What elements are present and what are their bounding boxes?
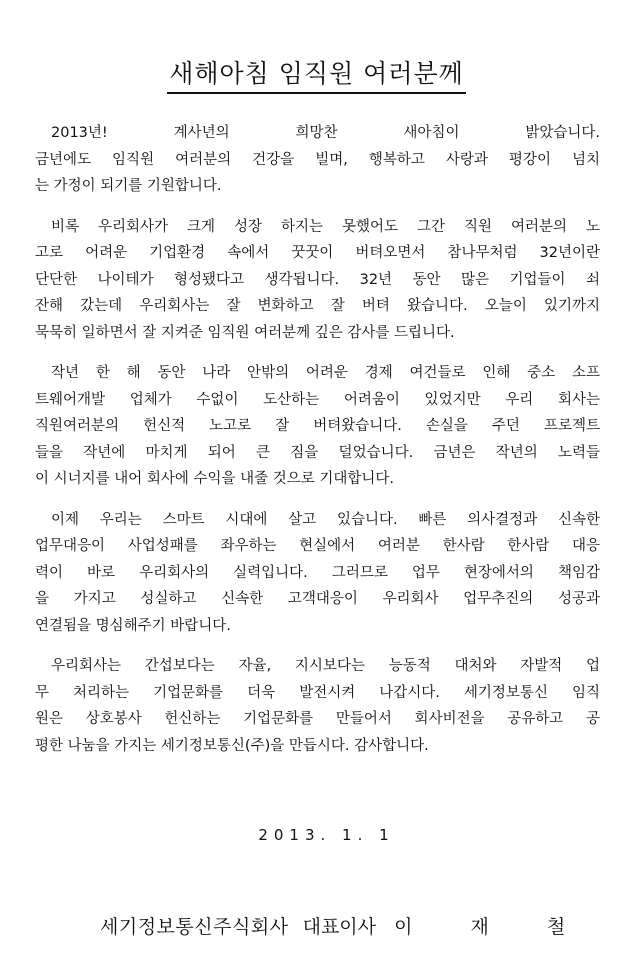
paragraph-line: 금년에도 임직원 여러분의 건강을 빌며, 행복하고 사랑과 평강이 넘치	[35, 151, 600, 168]
signature-name: 이 재 철	[394, 916, 592, 938]
signature-role: 대표이사	[302, 916, 377, 938]
paragraph-line: 트웨어개발 업체가 수없이 도산하는 어려움이 있었지만 우리 회사는	[35, 391, 600, 408]
paragraph-line: 이 시너지를 내어 회사에 수익을 내줄 것으로 기대합니다.	[35, 471, 395, 487]
paragraph-line: 2013년! 계사년의 희망찬 새아침이 밝았습니다.	[51, 125, 600, 141]
paragraph-line: 잔해 갔는데 우리회사는 잘 변화하고 잘 버텨 왔습니다. 오늘이 있기까지	[35, 298, 600, 314]
letter-title-text: 새해아침 임직원 여러분께	[167, 58, 466, 94]
paragraph-line: 비록 우리회사가 크게 성장 하지는 못했어도 그간 직원 여러분의 노	[51, 218, 600, 235]
paragraph-line: 들을 작년에 마치게 되어 큰 짐을 덜었습니다. 금년은 작년의 노력들	[35, 444, 600, 461]
paragraph-line: 고로 어려운 기업환경 속에서 꿋꿋이 버텨오면서 참나무처럼 32년이란	[35, 245, 600, 261]
paragraph-line: 단단한 나이테가 형성됐다고 생각됩니다. 32년 동안 많은 기업들이 쇠	[35, 271, 600, 288]
paragraph-line: 업무대응이 사업성패를 좌우하는 현실에서 여러분 한사람 한사람 대응	[35, 538, 600, 554]
letter-body	[35, 120, 600, 773]
paragraph-line: 이제 우리는 스마트 시대에 살고 있습니다. 빠른 의사결정과 신속한	[51, 511, 600, 528]
paragraph-line: 는 가정이 되기를 기원합니다.	[35, 178, 222, 194]
paragraph-2	[35, 214, 600, 347]
paragraph-line: 직원여러분의 헌신적 노고로 잘 버텨왔습니다. 손실을 주던 프로젝트	[35, 418, 600, 434]
paragraph-line: 연결됨을 명심해주기 바랍니다.	[35, 617, 231, 634]
paragraph-line: 원은 상호봉사 헌신하는 기업문화를 만들어서 회사비전을 공유하고 공	[35, 711, 600, 727]
paragraph-3	[35, 360, 600, 493]
letter-title	[0, 58, 633, 94]
paragraph-line: 을 가지고 성실하고 신속한 고객대응이 우리회사 업무추진의 성공과	[35, 591, 600, 607]
paragraph-5	[35, 653, 600, 759]
paragraph-line: 력이 바로 우리회사의 실력입니다. 그러므로 업무 현장에서의 책임감	[35, 564, 600, 581]
paragraph-line: 무 처리하는 기업문화를 더욱 발전시켜 나갑시다. 세기정보통신 임직	[35, 684, 600, 701]
signature-block	[100, 912, 591, 939]
paragraph-line: 묵묵히 일하면서 잘 지켜준 임직원 여러분께 깊은 감사를 드립니다.	[35, 324, 455, 341]
paragraph-line: 평한 나눔을 가지는 세기정보통신(주)을 만듭시다. 감사합니다.	[35, 737, 429, 754]
signature-company: 세기정보통신주식회사	[100, 916, 289, 938]
letter-date: 2013. 1. 1	[258, 826, 395, 844]
paragraph-1	[35, 120, 600, 200]
paragraph-line: 작년 한 해 동안 나라 안밖의 어려운 경제 여건들로 인해 중소 소프	[51, 365, 600, 381]
paragraph-line: 우리회사는 간섭보다는 자율, 지시보다는 능동적 대처와 자발적 업	[51, 658, 600, 674]
paragraph-4	[35, 507, 600, 640]
